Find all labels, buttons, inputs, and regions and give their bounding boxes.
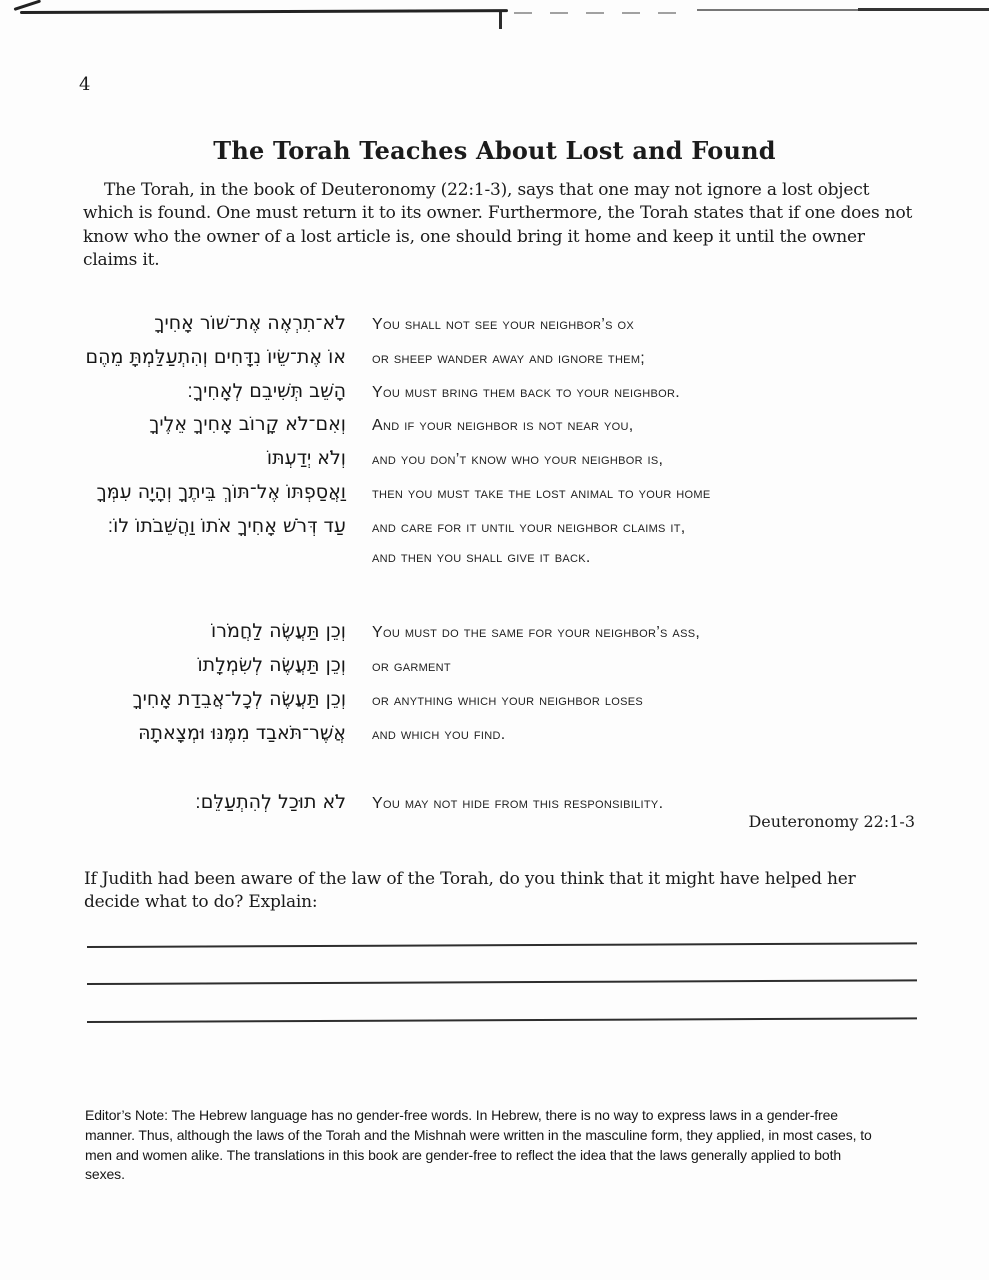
verse-row [85,345,711,380]
verse-row [88,515,711,549]
english-translation: or garment [372,658,451,676]
editors-note [85,1106,872,1185]
page-number: 4 [79,74,91,95]
scan-artifact-tick [499,12,502,29]
verse-table [85,312,711,824]
hebrew-text: לֹא־תִרְאֶה אֶת־שׁוֹר אָחִיךָ [154,312,346,334]
verse-row [88,447,711,481]
verse-row [88,791,711,825]
hebrew-text: וְכֵן תַּעֲשֶׂה לְשִׂמְלָתוֹ [197,654,346,677]
intro-line: The Torah, in the book of Deuteronomy (22:1-3), says that one may not ignore a lost object [104,180,870,200]
editors-note-line: manner. Thus, although the laws of the Torah and the Mishnah were written in the masculine form, they applied, in most cases, to [85,1126,872,1143]
scan-artifact-line-right-dark [858,8,989,11]
hebrew-text: אוֹ אֶת־שֵׂיוֹ נִדָּחִים וְהִתְעַלַּמְתָּ מֵהֶם [85,345,346,368]
english-translation: and care for it until your neighbor claims it, [372,518,686,536]
scan-artifact-dashes [514,12,692,14]
english-translation: You may not hide from this responsibility. [372,794,664,812]
answer-line [87,979,917,985]
intro-line: claims it. [83,250,160,271]
verse-row [88,312,711,346]
english-translation: You must do the same for your neighbor’s ass, [372,624,701,642]
answer-line [87,1017,917,1023]
answer-line [87,942,917,948]
page-title: The Torah Teaches About Lost and Found [213,136,776,165]
hebrew-text: וַאֲסַפְתּוֹ אֶל־תּוֹךְ בֵּיתֶךָ וְהָיָה עִמְּךָ [96,480,346,503]
verse-block-1 [85,312,711,582]
scan-artifact-line-left [20,9,508,14]
hebrew-text: הָשֵׁב תְּשִׁיבֵם לְאָחִיךָ׃ [187,379,346,402]
hebrew-text: וְלֹא יְדַעְתּוֹ [266,447,346,470]
english-translation: and you don’t know who your neighbor is, [372,451,664,469]
verse-row [88,549,711,583]
english-translation: And if your neighbor is not near you, [372,417,634,435]
intro-line: know who the owner of a lost article is, one should bring it home and keep it until the owner [83,226,865,247]
verse-block-2 [88,620,711,755]
english-translation: and then you shall give it back. [372,548,591,566]
hebrew-text: וְכֵן תַּעֲשֶׂה לַחֲמֹרוֹ [211,620,346,643]
english-translation: You shall not see your neighbor’s ox [372,316,634,333]
question-line: decide what to do? Explain: [84,892,318,913]
verse-block-3 [88,791,711,825]
hebrew-text: וְכֵן תַּעֲשֶׂה לְכָל־אֲבֵדַת אָחִיךָ [132,687,346,710]
intro-paragraph [83,179,912,273]
verse-row [88,413,711,447]
verse-row [88,654,711,688]
citation: Deuteronomy 22:1-3 [748,812,915,831]
scan-artifact-hook [14,0,42,11]
hebrew-text: אֲשֶׁר־תֹּאבַד מִמֶּנּוּ וּמְצָאתָהּ [138,721,346,744]
hebrew-text: וְאִם־לֹא קָרוֹב אָחִיךָ אֵלֶיךָ [149,413,346,436]
intro-line: which is found. One must return it to its owner. Furthermore, the Torah states that if one does not [83,203,913,224]
question-line: If Judith had been aware of the law of the Torah, do you think that it might have helped her [84,869,856,889]
editors-note-line: Editor’s Note: The Hebrew language has no gender-free words. In Hebrew, there is no way to express laws in a gender-free [85,1107,838,1123]
english-translation: You must bring them back to your neighbor. [372,383,680,401]
english-translation: or anything which your neighbor loses [372,691,644,709]
editors-note-line: men and women alike. The translations in this book are gender-free to reflect the idea that the laws generally applied to both [85,1146,842,1163]
verse-row [88,688,711,722]
verse-row [88,380,711,414]
verse-row [88,620,711,654]
english-translation: then you must take the lost animal to your home [372,484,711,502]
hebrew-text: לֹא תוּכַל לְהִתְעַלֵּם׃ [195,790,346,813]
english-translation: or sheep wander away and ignore them; [372,349,646,367]
editors-note-line: sexes. [85,1166,125,1183]
english-translation: and which you find. [372,725,506,743]
verse-row [88,481,711,515]
question-paragraph [84,868,856,915]
hebrew-text: עַד דְּרֹשׁ אָחִיךָ אֹתוֹ וַהֲשֵׁבֹתוֹ לוֹ׃ [107,514,346,537]
verse-row [88,722,711,756]
